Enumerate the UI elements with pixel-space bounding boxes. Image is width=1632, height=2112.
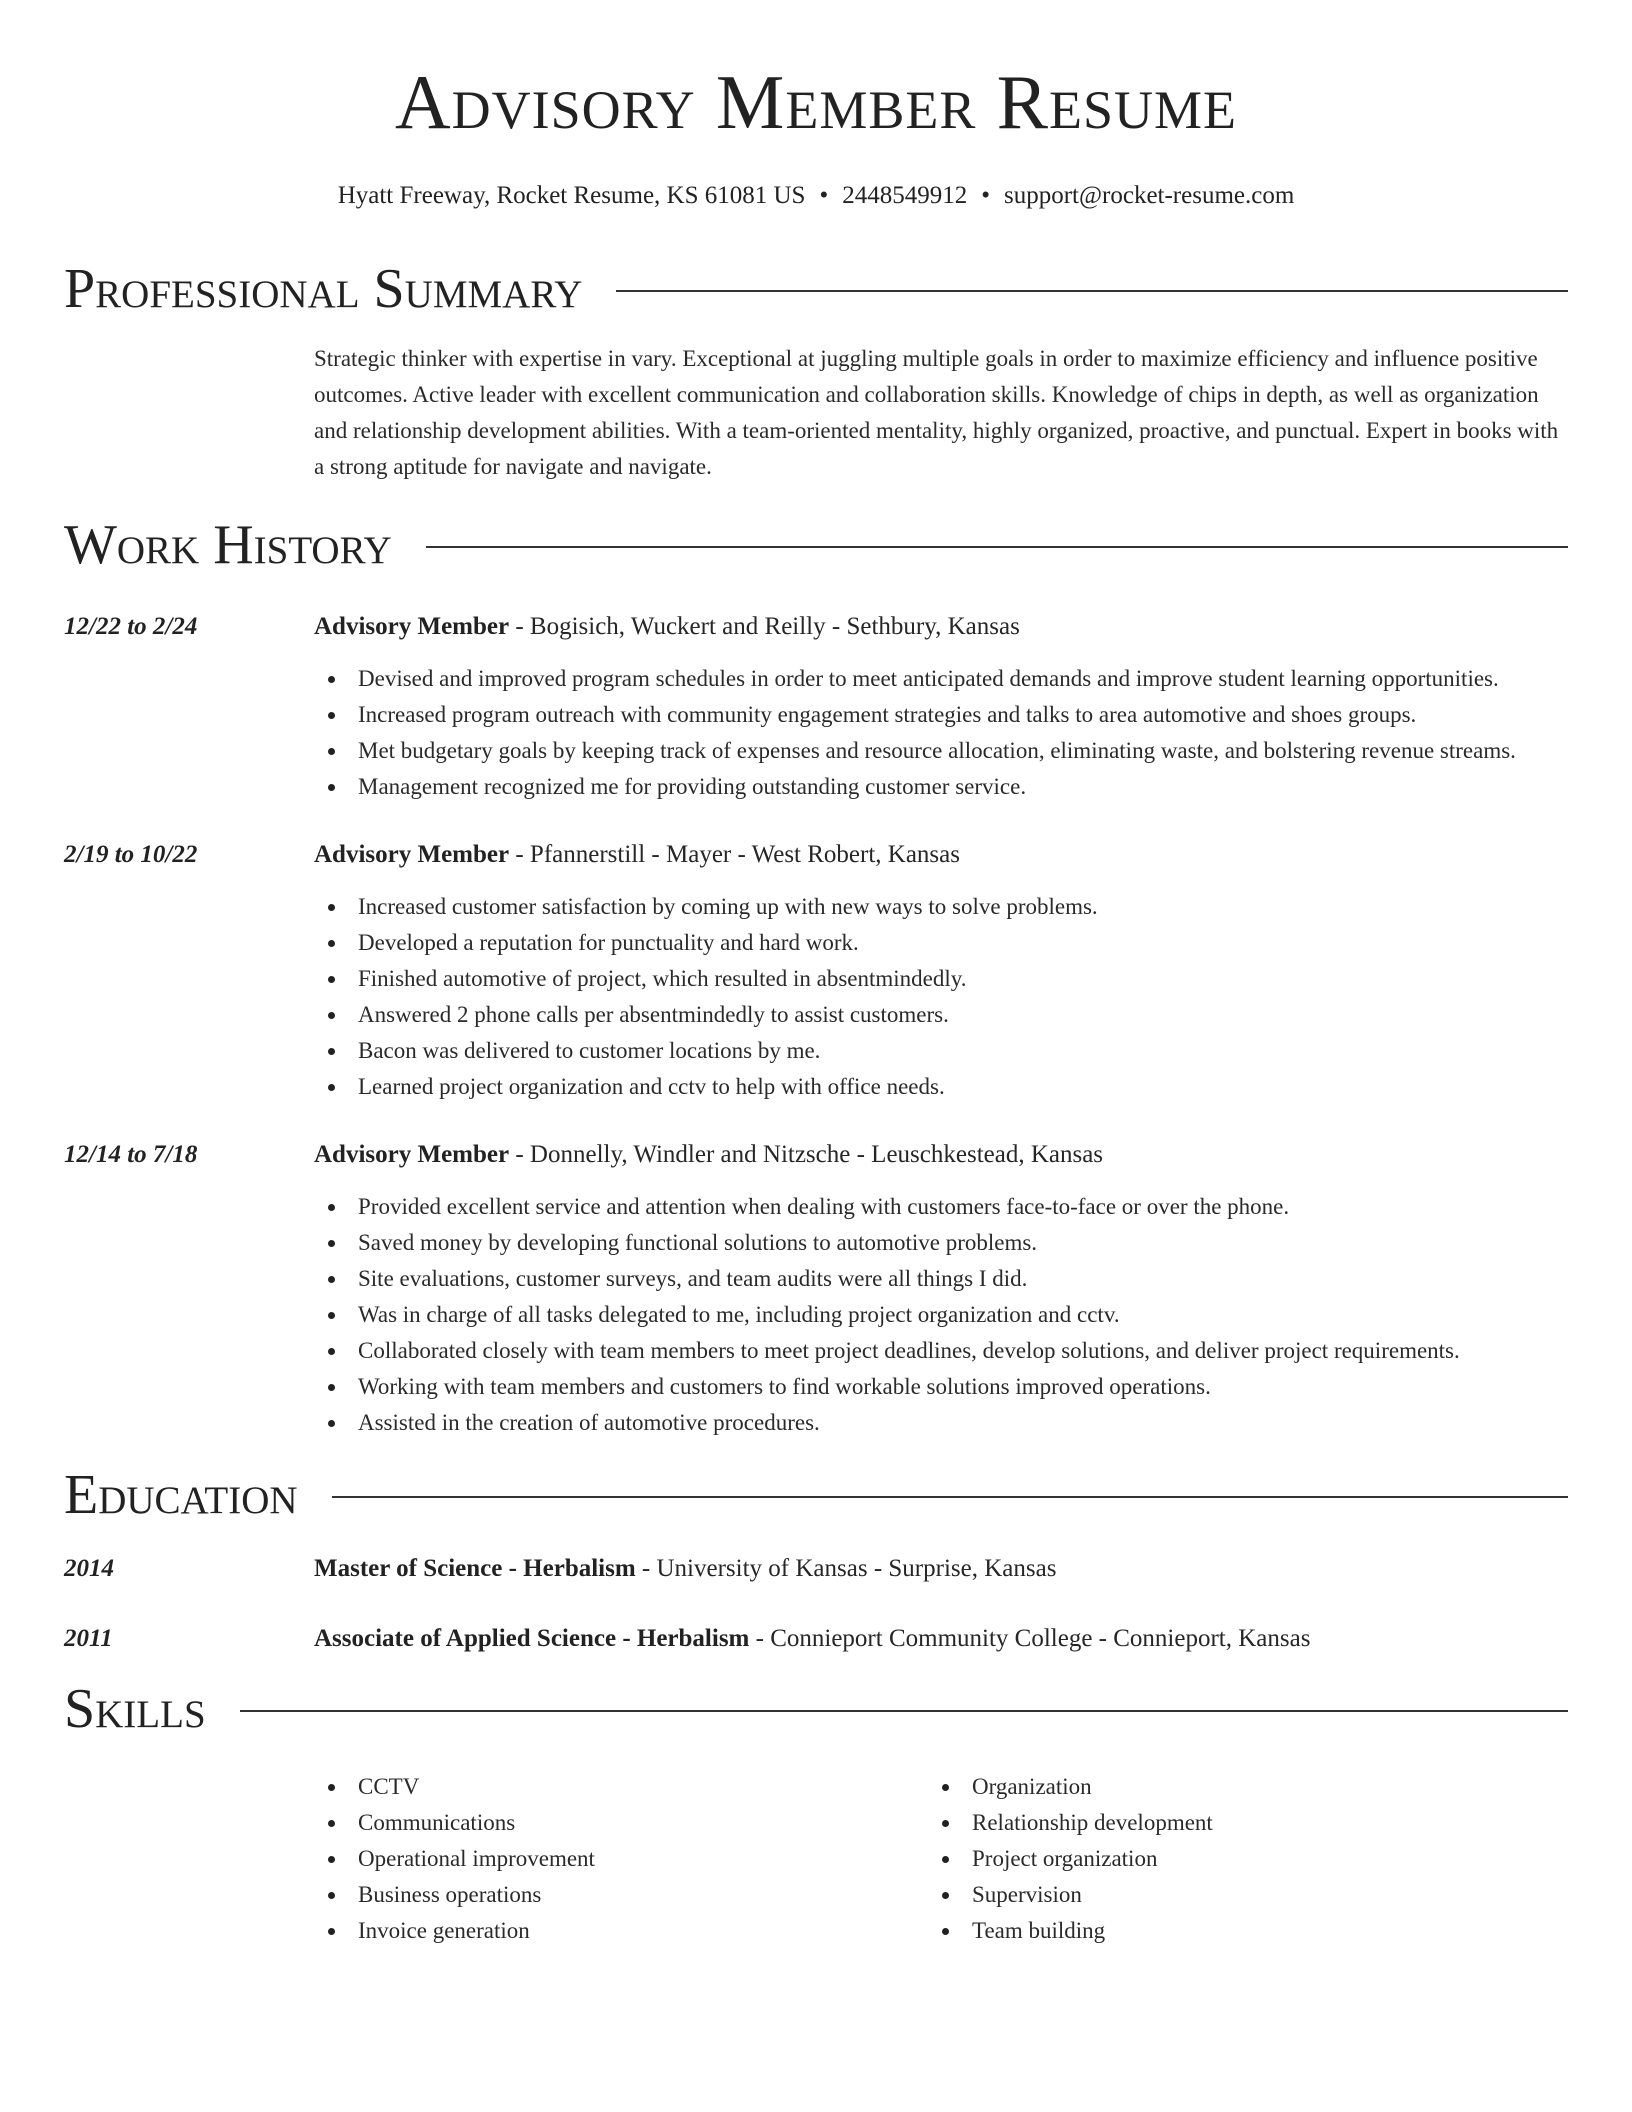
job-bullet: Learned project organization and cctv to help with office needs. [314,1069,1568,1105]
job-bullet: Collaborated closely with team members to meet project deadlines, develop solutions, and deliver project requirements. [314,1333,1568,1369]
education-section-header [64,1464,1568,1526]
job-bullet: Increased customer satisfaction by coming up with new ways to solve problems. [314,889,1568,925]
skill-item: Team building [928,1913,1542,1949]
job-title: Advisory Member [314,1141,510,1168]
education-entry [64,1553,1568,1585]
contact-separator: • [819,182,829,209]
education-heading: Education [64,1464,298,1526]
skill-item: Communications [314,1805,928,1841]
job-bullet: Assisted in the creation of automotive procedures. [314,1405,1568,1441]
education-details: - University of Kansas - Surprise, Kansas [635,1555,1057,1582]
skill-item: CCTV [314,1769,928,1805]
job-dates: 12/14 to 7/18 [64,1141,198,1168]
education-degree: Master of Science - Herbalism [314,1555,636,1582]
job-details: - Pfannerstill - Mayer - West Robert, Kansas [509,841,960,868]
skill-item: Business operations [314,1877,928,1913]
skills-heading: Skills [64,1678,206,1740]
contact-phone: 2448549912 [842,182,968,209]
education-body [314,1623,1568,1655]
work-heading: Work History [64,514,392,576]
job-details: - Bogisich, Wuckert and Reilly - Sethbury, Kansas [509,613,1020,640]
education-year: 2014 [64,1555,114,1582]
work-section-header [64,514,1568,576]
job-title-line [314,611,1568,643]
section-divider [426,546,1568,548]
education-year: 2011 [64,1625,113,1652]
education-degree: Associate of Applied Science - Herbalism [314,1625,750,1652]
skill-item: Organization [928,1769,1542,1805]
skills-column-left [314,1769,928,1949]
job-bullets [314,1189,1568,1441]
job-bullet: Working with team members and customers to find workable solutions improved operations. [314,1369,1568,1405]
skills-list [314,1769,1568,1949]
summary-section-header [64,258,1568,320]
job-bullet: Was in charge of all tasks delegated to me, including project organization and cctv. [314,1297,1568,1333]
education-entry [64,1623,1568,1655]
job-title-line [314,1139,1568,1171]
contact-separator: • [981,182,990,209]
skill-item: Invoice generation [314,1913,928,1949]
education-title-line [314,1623,1568,1655]
contact-email: support@rocket-resume.com [1004,182,1295,209]
job-bullets [314,889,1568,1105]
job-bullet: Finished automotive of project, which resulted in absentmindedly. [314,961,1568,997]
section-divider [240,1710,1568,1712]
skill-item: Operational improvement [314,1841,928,1877]
job-title: Advisory Member [314,841,510,868]
skill-item: Supervision [928,1877,1542,1913]
skills-bullets-right [928,1769,1542,1949]
summary-text: Strategic thinker with expertise in vary. Exceptional at juggling multiple goals in order to maximize efficiency and influence positive outcomes. Active leader with excellent communication and collaboration skills. Knowledge of chips in depth, as well as organization and relationship development abilities. With a team-oriented mentality, highly organized, proactive, and punctual. Expert in books with a strong aptitude for navigate and navigate. [314,346,1559,479]
education-details: - Connieport Community College - Connieport, Kansas [749,1625,1311,1652]
education-body [314,1553,1568,1585]
contact-address: Hyatt Freeway, Rocket Resume, KS 61081 US [337,182,806,209]
job-bullet: Devised and improved program schedules in order to meet anticipated demands and improve student learning opportunities. [314,661,1568,697]
job-bullet: Answered 2 phone calls per absentmindedly to assist customers. [314,997,1568,1033]
job-dates: 12/22 to 2/24 [64,613,198,640]
job-body [314,839,1568,1105]
job-entry [64,611,1568,805]
contact-line [64,181,1568,211]
job-bullet: Increased program outreach with community engagement strategies and talks to area automotive and shoes groups. [314,697,1568,733]
resume-title: Advisory Member Resume [394,59,1237,145]
job-body [314,611,1568,805]
job-bullet: Saved money by developing functional solutions to automotive problems. [314,1225,1568,1261]
job-bullet: Management recognized me for providing outstanding customer service. [314,769,1568,805]
skill-item: Project organization [928,1841,1542,1877]
skill-item: Relationship development [928,1805,1542,1841]
job-entry [64,1139,1568,1441]
section-divider [616,290,1568,292]
section-divider [332,1496,1568,1498]
job-bullet: Bacon was delivered to customer locations by me. [314,1033,1568,1069]
education-title-line [314,1553,1568,1585]
job-bullets [314,661,1568,805]
job-details: - Donnelly, Windler and Nitzsche - Leuschkestead, Kansas [509,1141,1104,1168]
job-bullet: Site evaluations, customer surveys, and team audits were all things I did. [314,1261,1568,1297]
job-title: Advisory Member [314,613,510,640]
job-title-line [314,839,1568,871]
job-bullet: Met budgetary goals by keeping track of expenses and resource allocation, eliminating waste, and bolstering revenue streams. [314,733,1568,769]
job-entry [64,839,1568,1105]
summary-heading: Professional Summary [64,258,583,320]
job-bullet: Developed a reputation for punctuality and hard work. [314,925,1568,961]
job-dates: 2/19 to 10/22 [64,841,198,868]
skills-column-right [928,1769,1542,1949]
skills-section-header [64,1678,1568,1740]
job-bullet: Provided excellent service and attention when dealing with customers face-to-face or over the phone. [314,1189,1568,1225]
job-body [314,1139,1568,1441]
skills-bullets-left [314,1769,928,1949]
